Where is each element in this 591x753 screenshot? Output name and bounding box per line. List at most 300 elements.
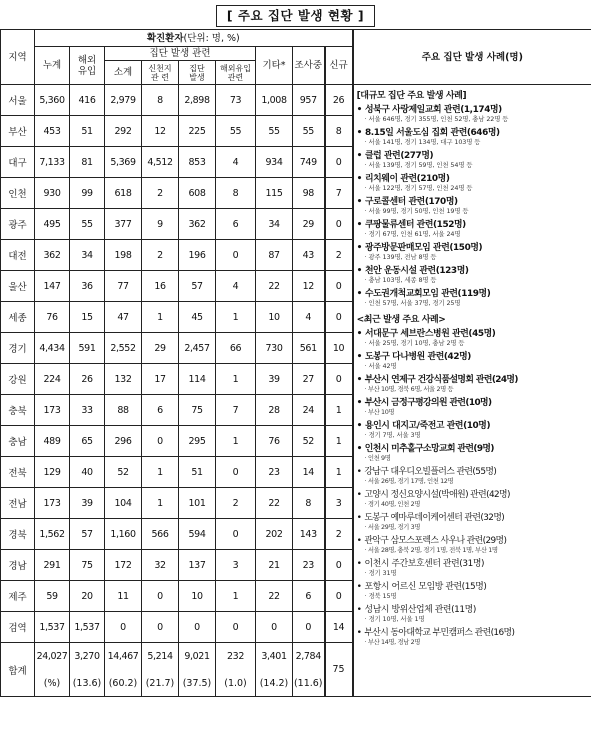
- cell-cluster: 853: [179, 147, 216, 178]
- total-overseas: 3,270: [70, 643, 105, 671]
- case-name-line: [357, 398, 590, 408]
- cell-overseas: 55: [70, 209, 105, 240]
- bullet-icon: •: [356, 536, 362, 546]
- total-subtotal: 14,467: [105, 643, 142, 671]
- bullet-icon: •: [356, 174, 362, 184]
- case-name: 서대문구 세브란스병원 관련(45명): [364, 329, 496, 339]
- bullet-icon: •: [356, 398, 362, 408]
- case-item: [357, 398, 590, 417]
- cell-subtotal: 5,369: [105, 147, 142, 178]
- case-name: 이천시 주간보호센터 관련(31명): [364, 559, 485, 569]
- cell-shin: 6: [142, 395, 179, 426]
- percent-overseas: (13.6): [70, 671, 105, 697]
- page-title: [ 주요 집단 발생 현황 ]: [216, 5, 375, 27]
- cell-shin: 1: [142, 457, 179, 488]
- cell-inv: 24: [293, 395, 325, 426]
- cell-total: 362: [35, 240, 70, 271]
- percent-cluster: (37.5): [179, 671, 216, 697]
- case-detail-text: 경기 67명, 인천 61명, 서울 24명: [368, 230, 461, 238]
- case-detail-text: 부산 10명, 경북 6명, 서울 2명 등: [367, 385, 454, 393]
- cell-region: 대구: [1, 147, 35, 178]
- cell-total: 495: [35, 209, 70, 240]
- case-name: 부산시 연제구 건강식품설명회 관련(24명): [364, 375, 518, 385]
- bullet-icon: •: [356, 266, 362, 276]
- cluster-header: 집단 발생 관련: [105, 47, 256, 61]
- confirmed-header: [35, 30, 353, 47]
- case-item: [357, 352, 590, 371]
- case-name: 도봉구 다나병원 관련(42명): [364, 352, 471, 362]
- case-name-line: [357, 421, 590, 431]
- cell-inv: 6: [293, 581, 325, 612]
- cell-subtotal: 2,979: [105, 85, 142, 116]
- cell-inv: 55: [293, 116, 325, 147]
- cell-new: 0: [325, 364, 353, 395]
- case-item: [357, 243, 590, 262]
- table-body: [1, 30, 591, 697]
- cell-new: 10: [325, 333, 353, 364]
- cell-other: 730: [256, 333, 293, 364]
- cluster-status-table: [0, 29, 591, 697]
- cell-ovrel: 8: [216, 178, 256, 209]
- case-name-line: [357, 128, 590, 138]
- dot-icon: ·: [364, 161, 369, 169]
- case-name-line: [357, 352, 590, 362]
- cell-total: 173: [35, 488, 70, 519]
- case-item: [357, 444, 590, 463]
- case-name-line: [357, 559, 590, 569]
- overseas-header: 해외 유입: [70, 47, 105, 85]
- cell-ovrel: 3: [216, 550, 256, 581]
- case-detail: [365, 115, 590, 124]
- cell-total: 489: [35, 426, 70, 457]
- cell-shin: 8: [142, 85, 179, 116]
- cell-region: 강원: [1, 364, 35, 395]
- bullet-icon: •: [356, 444, 362, 454]
- cell-overseas: 81: [70, 147, 105, 178]
- case-item: [357, 266, 590, 285]
- dot-icon: ·: [364, 230, 369, 238]
- case-name: 부산시 동아대학교 부민캠퍼스 관련(16명): [364, 628, 515, 638]
- case-detail: [365, 431, 590, 440]
- case-detail: [365, 638, 590, 647]
- case-detail-text: 서울 139명, 경기 59명, 인천 54명 등: [368, 161, 473, 169]
- dot-icon: ·: [364, 299, 369, 307]
- cell-cluster: 608: [179, 178, 216, 209]
- case-item: [357, 105, 590, 124]
- case-detail: [365, 569, 590, 578]
- cell-other: 115: [256, 178, 293, 209]
- cell-total: 4,434: [35, 333, 70, 364]
- cell-other: 39: [256, 364, 293, 395]
- case-name: 강남구 대우디오빌플러스 관련(55명): [364, 467, 497, 477]
- case-name-line: [357, 628, 590, 638]
- cell-cluster: 362: [179, 209, 216, 240]
- total-inv: 2,784: [293, 643, 325, 671]
- cell-total: 147: [35, 271, 70, 302]
- cell-total: 5,360: [35, 85, 70, 116]
- investigating-header: 조사중: [293, 47, 325, 85]
- dot-icon: ·: [364, 408, 368, 416]
- bullet-icon: •: [356, 628, 362, 638]
- dot-icon: ·: [364, 592, 369, 600]
- bullet-icon: •: [356, 289, 362, 299]
- case-name: 8.15일 서울도심 집회 관련(646명): [364, 128, 500, 138]
- dot-icon: ·: [364, 431, 369, 439]
- cell-other: 28: [256, 395, 293, 426]
- case-name: 도봉구 예마루데이케어센터 관련(32명): [364, 513, 505, 523]
- case-detail-text: 부산 14명, 경남 2명: [367, 638, 421, 646]
- case-item: [357, 329, 590, 348]
- case-name-line: [357, 289, 590, 299]
- cell-region: 경남: [1, 550, 35, 581]
- cell-total: 291: [35, 550, 70, 581]
- case-detail-text: 서울 141명, 경기 134명, 대구 103명 등: [368, 138, 481, 146]
- case-name: 수도권개척교회모임 관련(119명): [364, 289, 491, 299]
- cell-total: 59: [35, 581, 70, 612]
- case-name-line: [357, 467, 590, 477]
- cell-cluster: 45: [179, 302, 216, 333]
- cell-ovrel: 66: [216, 333, 256, 364]
- case-detail: [365, 253, 590, 262]
- cell-region: 경북: [1, 519, 35, 550]
- cell-inv: 27: [293, 364, 325, 395]
- cell-subtotal: 104: [105, 488, 142, 519]
- total-new: 75: [325, 643, 353, 697]
- case-detail: [365, 546, 590, 555]
- cell-overseas: 36: [70, 271, 105, 302]
- overseas-related-header: 해외유입 관련: [216, 61, 256, 85]
- cell-other: 23: [256, 457, 293, 488]
- cell-shin: 12: [142, 116, 179, 147]
- case-detail-text: 경기 31명: [368, 569, 397, 577]
- case-detail-text: 경기 10명, 서울 1명: [368, 615, 425, 623]
- cell-cluster: 295: [179, 426, 216, 457]
- bullet-icon: •: [356, 220, 362, 230]
- cell-new: 0: [325, 550, 353, 581]
- dot-icon: ·: [364, 569, 369, 577]
- cell-other: 34: [256, 209, 293, 240]
- cell-overseas: 33: [70, 395, 105, 426]
- cell-new: 8: [325, 116, 353, 147]
- case-item: [357, 174, 590, 193]
- cell-new: 1: [325, 426, 353, 457]
- cell-cluster: 10: [179, 581, 216, 612]
- header-row-1: [1, 30, 591, 47]
- cell-subtotal: 198: [105, 240, 142, 271]
- cell-ovrel: 0: [216, 457, 256, 488]
- bullet-icon: •: [356, 197, 362, 207]
- case-item: [357, 582, 590, 601]
- cell-overseas: 1,537: [70, 612, 105, 643]
- total-header: 누계: [35, 47, 70, 85]
- cell-subtotal: 77: [105, 271, 142, 302]
- cell-overseas: 34: [70, 240, 105, 271]
- case-item: [357, 421, 590, 440]
- percent-shin: (21.7): [142, 671, 179, 697]
- cell-subtotal: 0: [105, 612, 142, 643]
- dot-icon: ·: [364, 276, 369, 284]
- cell-subtotal: 618: [105, 178, 142, 209]
- dot-icon: ·: [364, 138, 369, 146]
- bullet-icon: •: [356, 243, 362, 253]
- cell-region: 광주: [1, 209, 35, 240]
- cell-total: 1,562: [35, 519, 70, 550]
- dot-icon: ·: [364, 477, 368, 485]
- cell-cluster: 2,457: [179, 333, 216, 364]
- cell-subtotal: 292: [105, 116, 142, 147]
- case-item: [357, 628, 590, 647]
- case-name-line: [357, 490, 590, 500]
- dot-icon: ·: [364, 546, 368, 554]
- cell-region: 충남: [1, 426, 35, 457]
- cell-shin: 32: [142, 550, 179, 581]
- case-name: 부산시 금정구평강의원 관련(10명): [364, 398, 492, 408]
- case-detail: [365, 523, 590, 532]
- cell-shin: 16: [142, 271, 179, 302]
- cell-new: 0: [325, 209, 353, 240]
- percent-ovrel: (1.0): [216, 671, 256, 697]
- case-name: 용인시 대지고/죽전고 관련(10명): [364, 421, 491, 431]
- case-detail-text: 서울 25명, 경기 10명, 충남 2명 등: [368, 339, 465, 347]
- cell-overseas: 57: [70, 519, 105, 550]
- cell-overseas: 15: [70, 302, 105, 333]
- dot-icon: ·: [364, 115, 369, 123]
- cell-shin: 0: [142, 612, 179, 643]
- cell-region: 대전: [1, 240, 35, 271]
- bullet-icon: •: [356, 352, 362, 362]
- cell-new: 2: [325, 240, 353, 271]
- case-detail: [365, 339, 590, 348]
- cell-total: 1,537: [35, 612, 70, 643]
- cell-ovrel: 1: [216, 302, 256, 333]
- case-name-line: [357, 220, 590, 230]
- cell-region: 충북: [1, 395, 35, 426]
- cell-cluster: 137: [179, 550, 216, 581]
- case-name-line: [357, 513, 590, 523]
- cell-overseas: 39: [70, 488, 105, 519]
- cell-inv: 14: [293, 457, 325, 488]
- cell-shin: 2: [142, 240, 179, 271]
- cell-region: 전남: [1, 488, 35, 519]
- cell-cluster: 196: [179, 240, 216, 271]
- cell-new: 1: [325, 457, 353, 488]
- cell-cluster: 114: [179, 364, 216, 395]
- cell-shin: 9: [142, 209, 179, 240]
- dot-icon: ·: [364, 207, 369, 215]
- cell-subtotal: 2,552: [105, 333, 142, 364]
- percent-inv: (11.6): [293, 671, 325, 697]
- case-item: [357, 151, 590, 170]
- case-detail-text: 서울 29명, 경기 3명: [367, 523, 421, 531]
- cell-cluster: 225: [179, 116, 216, 147]
- bullet-icon: •: [356, 605, 362, 615]
- case-item: [357, 128, 590, 147]
- dot-icon: ·: [364, 615, 369, 623]
- case-name: 천안 운동시설 관련(123명): [364, 266, 469, 276]
- case-detail-text: 인천 9명: [367, 454, 391, 462]
- cell-other: 22: [256, 581, 293, 612]
- cell-inv: 143: [293, 519, 325, 550]
- percent-total: (%): [35, 671, 70, 697]
- dot-icon: ·: [364, 385, 368, 393]
- cell-new: 3: [325, 488, 353, 519]
- case-name-line: [357, 605, 590, 615]
- cell-new: 7: [325, 178, 353, 209]
- case-name-line: [357, 582, 590, 592]
- cell-other: 22: [256, 271, 293, 302]
- cell-ovrel: 55: [216, 116, 256, 147]
- cases-header: 주요 집단 발생 사례(명): [353, 30, 591, 85]
- cell-subtotal: 11: [105, 581, 142, 612]
- case-item: [357, 605, 590, 624]
- cell-inv: 749: [293, 147, 325, 178]
- cell-total: 7,133: [35, 147, 70, 178]
- cell-new: 0: [325, 302, 353, 333]
- cell-new: 26: [325, 85, 353, 116]
- cell-ovrel: 6: [216, 209, 256, 240]
- case-name: 관악구 삼모스포렉스 사우나 관련(29명): [364, 536, 507, 546]
- total-cluster: 9,021: [179, 643, 216, 671]
- case-detail-text: 광주 139명, 전남 8명 등: [368, 253, 437, 261]
- case-detail-text: 경기 40명, 인천 2명: [367, 500, 421, 508]
- case-detail: [365, 207, 590, 216]
- cell-shin: 4,512: [142, 147, 179, 178]
- case-name-line: [357, 329, 590, 339]
- cell-overseas: 40: [70, 457, 105, 488]
- case-name: 광주방문판매모임 관련(150명): [364, 243, 483, 253]
- case-name: 쿠팡물류센터 관련(152명): [364, 220, 466, 230]
- dot-icon: ·: [364, 184, 369, 192]
- cell-cluster: 594: [179, 519, 216, 550]
- case-detail-text: 경기 7명, 서울 3명: [368, 431, 421, 439]
- bullet-icon: •: [356, 490, 362, 500]
- confirmed-label: 확진환자: [146, 32, 184, 44]
- cell-total: 76: [35, 302, 70, 333]
- case-detail-text: 서울 26명, 경기 17명, 인천 12명: [367, 477, 454, 485]
- cell-shin: 1: [142, 302, 179, 333]
- cell-overseas: 26: [70, 364, 105, 395]
- cell-other: 934: [256, 147, 293, 178]
- subtotal-header: 소계: [105, 61, 142, 85]
- cell-new: 0: [325, 271, 353, 302]
- case-name: 클럽 관련(277명): [364, 151, 434, 161]
- total-total: 24,027: [35, 643, 70, 671]
- cell-subtotal: 377: [105, 209, 142, 240]
- cell-inv: 52: [293, 426, 325, 457]
- cell-ovrel: 1: [216, 364, 256, 395]
- cell-other: 0: [256, 612, 293, 643]
- bullet-icon: •: [356, 329, 362, 339]
- cell-region: 부산: [1, 116, 35, 147]
- case-name-line: [357, 375, 590, 385]
- case-item: [357, 467, 590, 486]
- cell-region: 세종: [1, 302, 35, 333]
- case-item: [357, 375, 590, 394]
- bullet-icon: •: [356, 128, 362, 138]
- case-name-line: [357, 536, 590, 546]
- case-detail: [365, 615, 590, 624]
- cell-region: 경기: [1, 333, 35, 364]
- dot-icon: ·: [364, 454, 368, 462]
- cell-cluster: 0: [179, 612, 216, 643]
- case-detail: [365, 184, 590, 193]
- case-detail-text: 경북 15명: [368, 592, 397, 600]
- bullet-icon: •: [356, 467, 362, 477]
- recent-cases-title: <최근 발생 주요 사례>: [356, 315, 446, 325]
- cell-shin: 2: [142, 178, 179, 209]
- cell-ovrel: 2: [216, 488, 256, 519]
- cell-cluster: 51: [179, 457, 216, 488]
- cell-ovrel: 7: [216, 395, 256, 426]
- percent-subtotal: (60.2): [105, 671, 142, 697]
- shincheonji-header: 신천지 관 련: [142, 61, 179, 85]
- cell-total: 930: [35, 178, 70, 209]
- table-row: [1, 85, 591, 116]
- cell-shin: 1: [142, 488, 179, 519]
- cell-total: 173: [35, 395, 70, 426]
- case-name-line: [357, 266, 590, 276]
- new-header: 신규: [325, 47, 353, 85]
- dot-icon: ·: [364, 523, 368, 531]
- case-detail: [365, 477, 590, 486]
- case-detail: [365, 500, 590, 509]
- cell-inv: 29: [293, 209, 325, 240]
- case-detail: [365, 230, 590, 239]
- cell-ovrel: 1: [216, 581, 256, 612]
- cell-subtotal: 132: [105, 364, 142, 395]
- unit-label: (단위: 명, %): [183, 32, 240, 44]
- case-name: 성남시 방위산업체 관련(11명): [364, 605, 476, 615]
- cell-inv: 8: [293, 488, 325, 519]
- cell-region: 인천: [1, 178, 35, 209]
- cell-inv: 561: [293, 333, 325, 364]
- cell-ovrel: 4: [216, 271, 256, 302]
- case-detail: [365, 454, 590, 463]
- case-item: [357, 220, 590, 239]
- cell-ovrel: 0: [216, 612, 256, 643]
- dot-icon: ·: [364, 500, 368, 508]
- cell-overseas: 416: [70, 85, 105, 116]
- cell-overseas: 51: [70, 116, 105, 147]
- case-detail-text: 서울 28명, 충북 2명, 경기 1명, 전북 1명, 부산 1명: [367, 546, 498, 554]
- case-item: [357, 513, 590, 532]
- case-name: 고양시 정신요양시설(박애원) 관련(42명): [364, 490, 510, 500]
- cell-new: 2: [325, 519, 353, 550]
- bullet-icon: •: [356, 105, 362, 115]
- cell-subtotal: 47: [105, 302, 142, 333]
- cell-shin: 29: [142, 333, 179, 364]
- case-detail: [365, 276, 590, 285]
- case-detail-text: 서울 42명: [368, 362, 397, 370]
- cell-other: 202: [256, 519, 293, 550]
- cell-inv: 0: [293, 612, 325, 643]
- bullet-icon: •: [356, 375, 362, 385]
- cell-total: 453: [35, 116, 70, 147]
- cell-new: 14: [325, 612, 353, 643]
- cell-new: 1: [325, 395, 353, 426]
- case-name: 리치웨이 관련(210명): [364, 174, 450, 184]
- cell-cluster: 75: [179, 395, 216, 426]
- cell-overseas: 75: [70, 550, 105, 581]
- cell-inv: 23: [293, 550, 325, 581]
- case-detail: [365, 299, 590, 308]
- large-cases-title: [대규모 집단 주요 발생 사례]: [356, 91, 467, 101]
- total-ovrel: 232: [216, 643, 256, 671]
- cell-ovrel: 1: [216, 426, 256, 457]
- cell-total: 129: [35, 457, 70, 488]
- cell-region: 서울: [1, 85, 35, 116]
- cell-shin: 17: [142, 364, 179, 395]
